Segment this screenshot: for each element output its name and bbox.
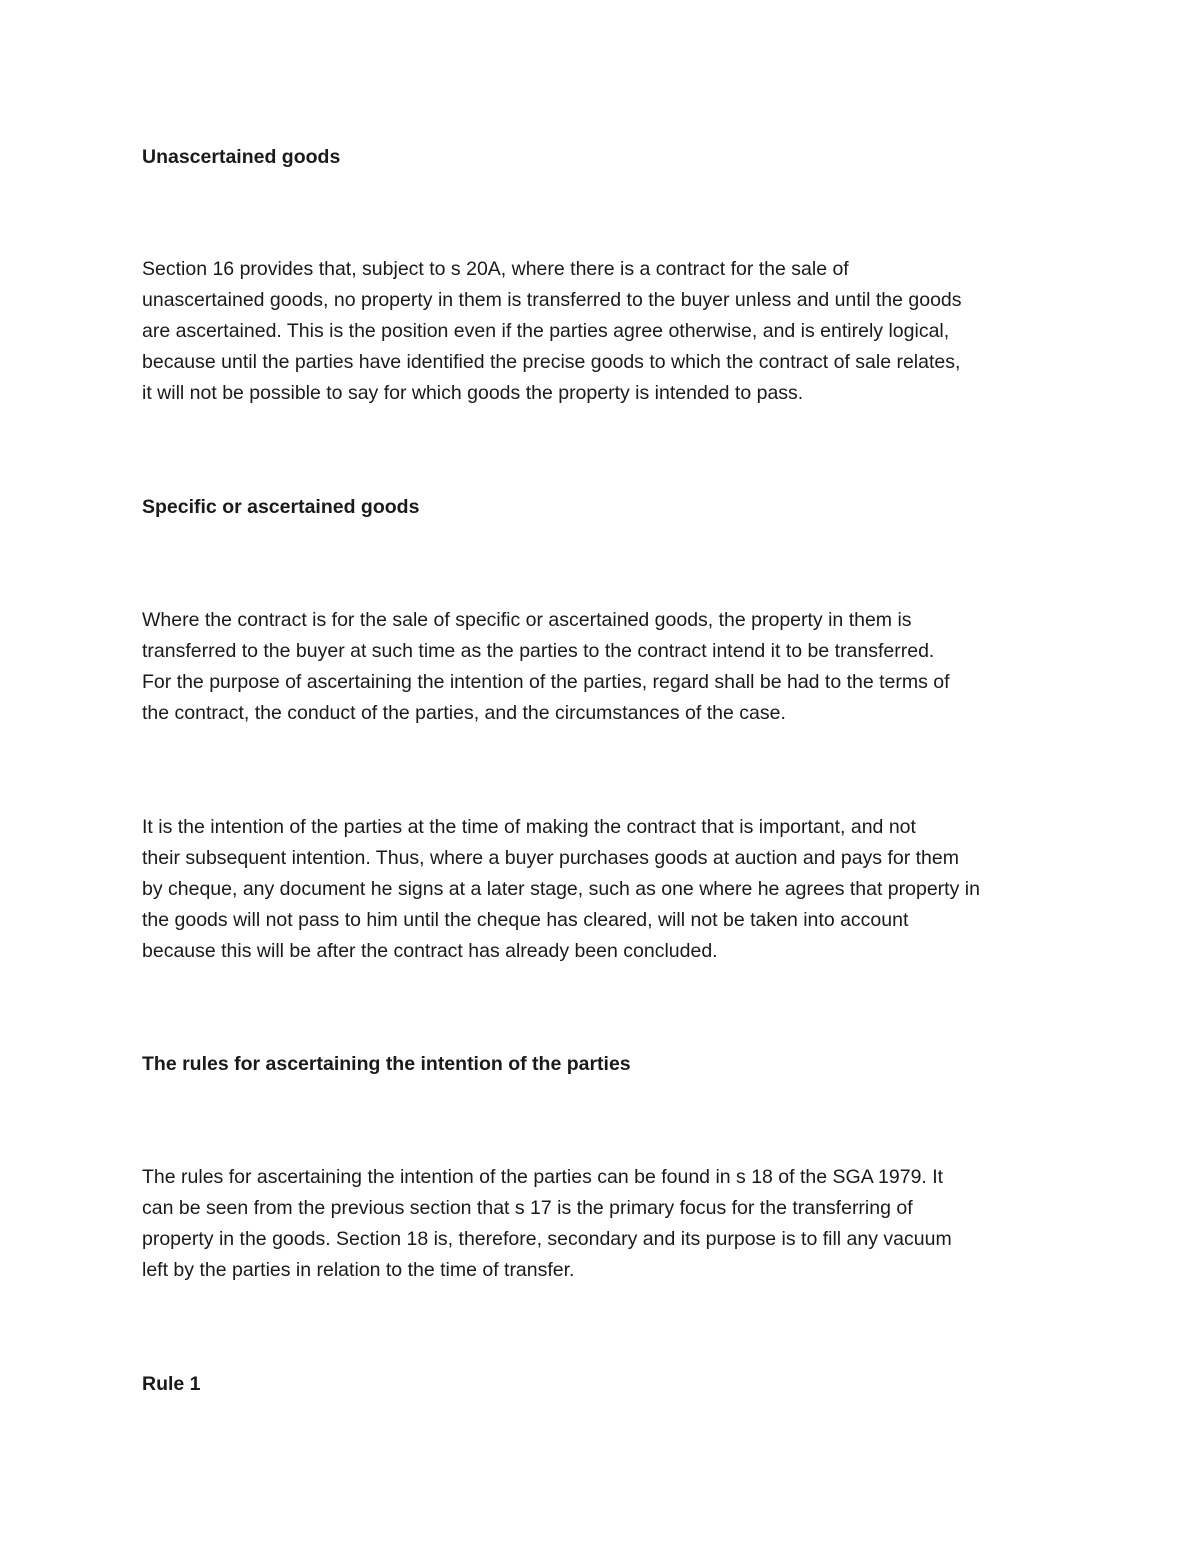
- paragraph-specific-goods: [142, 605, 1072, 729]
- paragraph-rules-s18: [142, 1162, 1072, 1286]
- paragraph-line: because until the parties have identified the precise goods to which the contract of sale relates,: [142, 351, 961, 373]
- paragraph-line: are ascertained. This is the position even if the parties agree otherwise, and is entirely logical,: [142, 320, 950, 342]
- paragraph-intention-of-parties: [142, 812, 1072, 967]
- paragraph-line: It is the intention of the parties at the time of making the contract that is important, and not: [142, 816, 916, 838]
- paragraph-line: because this will be after the contract has already been concluded.: [142, 940, 718, 962]
- paragraph-line: the goods will not pass to him until the cheque has cleared, will not be taken into account: [142, 909, 909, 931]
- paragraph-line: For the purpose of ascertaining the intention of the parties, regard shall be had to the terms of: [142, 671, 950, 693]
- section-heading-rule-1: Rule 1: [142, 1373, 201, 1395]
- section-heading-unascertained-goods: Unascertained goods: [142, 146, 341, 168]
- paragraph-line: unascertained goods, no property in them is transferred to the buyer unless and until the goods: [142, 289, 962, 311]
- paragraph-line: transferred to the buyer at such time as the parties to the contract intend it to be transferred.: [142, 640, 935, 662]
- paragraph-line: Where the contract is for the sale of specific or ascertained goods, the property in them is: [142, 609, 912, 631]
- paragraph-line: property in the goods. Section 18 is, therefore, secondary and its purpose is to fill any vacuum: [142, 1228, 952, 1250]
- paragraph-line: The rules for ascertaining the intention of the parties can be found in s 18 of the SGA 1979. It: [142, 1166, 944, 1188]
- paragraph-line: the contract, the conduct of the parties, and the circumstances of the case.: [142, 702, 786, 724]
- paragraph-line: it will not be possible to say for which goods the property is intended to pass.: [142, 382, 804, 404]
- paragraph-line: left by the parties in relation to the time of transfer.: [142, 1259, 575, 1281]
- section-heading-specific-goods: Specific or ascertained goods: [142, 496, 420, 518]
- paragraph-line: Section 16 provides that, subject to s 20A, where there is a contract for the sale of: [142, 258, 849, 280]
- paragraph-section-16: [142, 254, 1072, 409]
- section-heading-rules: The rules for ascertaining the intention of the parties: [142, 1053, 631, 1075]
- paragraph-line: can be seen from the previous section that s 17 is the primary focus for the transferring of: [142, 1197, 913, 1219]
- paragraph-line: their subsequent intention. Thus, where a buyer purchases goods at auction and pays for them: [142, 847, 959, 869]
- paragraph-line: by cheque, any document he signs at a later stage, such as one where he agrees that property in: [142, 878, 980, 900]
